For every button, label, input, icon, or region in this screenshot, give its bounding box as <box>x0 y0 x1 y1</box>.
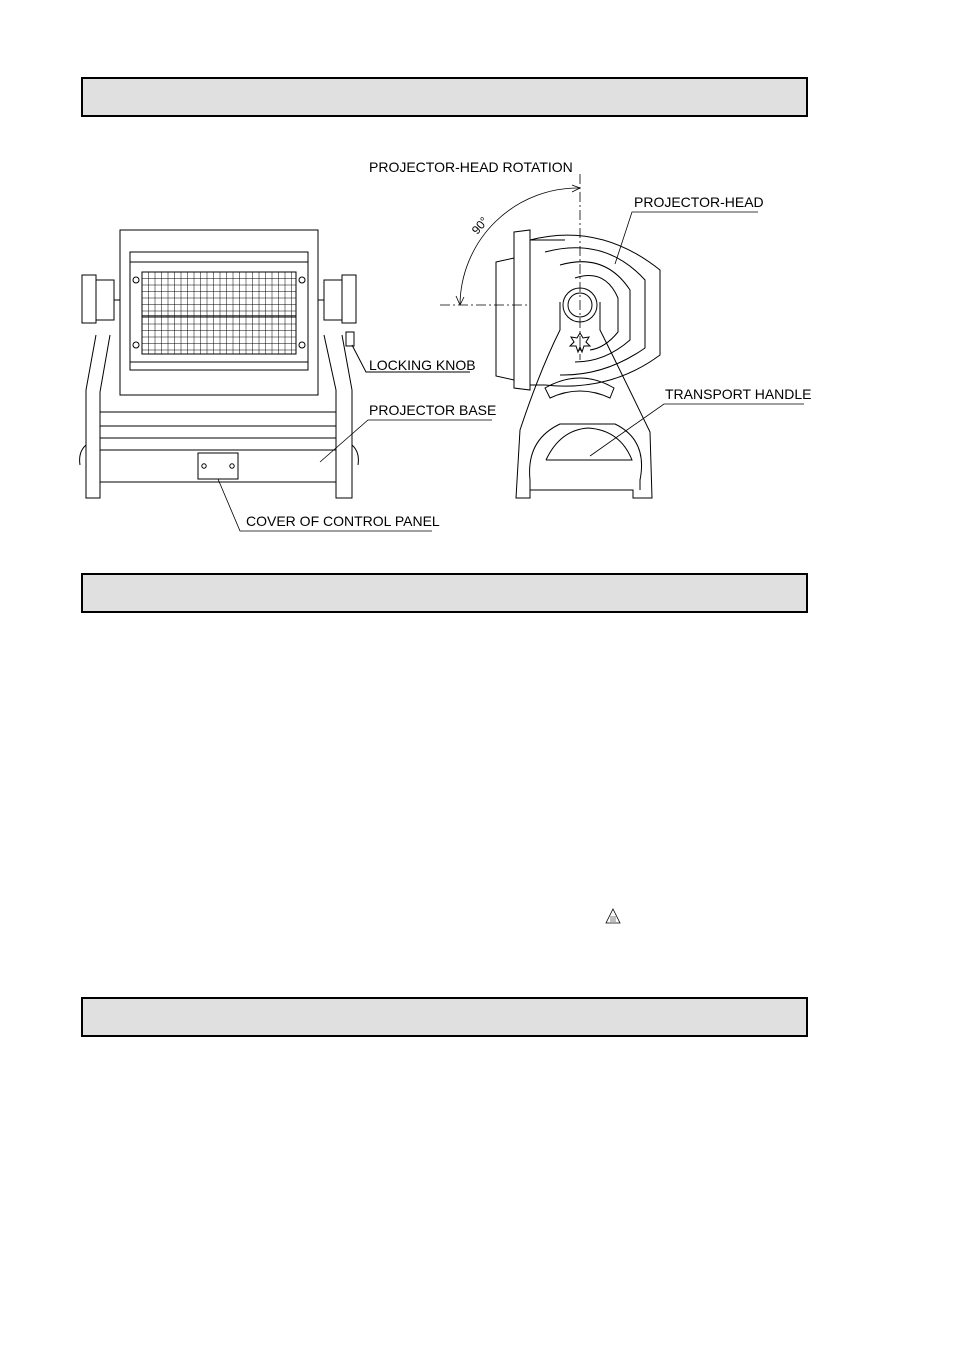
label-projector-head-rotation: PROJECTOR-HEAD ROTATION <box>369 159 573 175</box>
label-locking-knob: LOCKING KNOB <box>369 357 476 373</box>
section-header-bar-1 <box>81 77 808 117</box>
label-angle: 90° <box>468 214 492 238</box>
label-cover-of-control-panel: COVER OF CONTROL PANEL <box>246 513 440 529</box>
section-header-bar-3 <box>81 997 808 1037</box>
label-projector-head: PROJECTOR-HEAD <box>634 194 764 210</box>
front-view <box>80 230 492 531</box>
label-transport-handle: TRANSPORT HANDLE <box>665 386 812 402</box>
projector-diagram <box>0 140 954 550</box>
label-projector-base: PROJECTOR BASE <box>369 402 497 418</box>
section-header-bar-2 <box>81 573 808 613</box>
side-view <box>440 174 804 498</box>
warning-triangle-icon <box>605 908 621 924</box>
